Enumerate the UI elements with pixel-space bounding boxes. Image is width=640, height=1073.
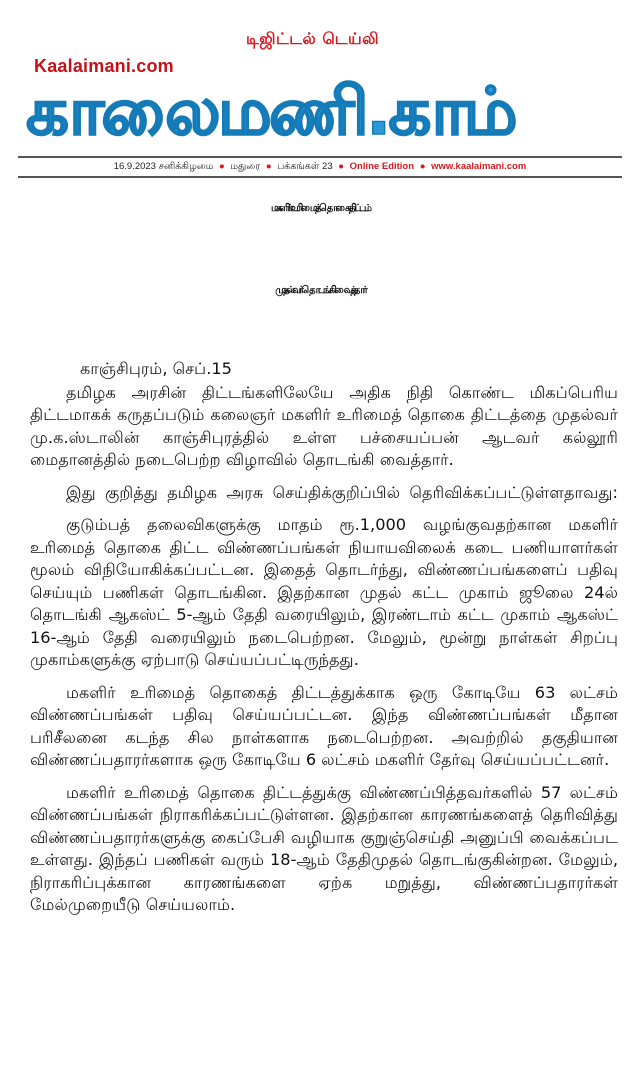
article-paragraph: இது குறித்து தமிழக அரசு செய்திக்குறிப்பில் தெரிவிக்கப்பட்டுள்ளதாவது:: [66, 482, 618, 502]
masthead-rule-bottom: [18, 176, 622, 178]
brand-logo-text: காலைமணி.காம்: [26, 73, 515, 150]
bullet-icon: ●: [419, 161, 426, 172]
bullet-icon: ●: [265, 161, 272, 172]
masthead-rule-top: [18, 156, 622, 158]
article-paragraph: தமிழக அரசின் திட்டங்களிலேயே அதிக நிதி கொண்ட மிகப்பெரிய திட்டமாகக் கருதப்படும் கலைஞர் மகளிர் உரிமைத் தொகை திட்டத்தை முதல்வர் மு.க.ஸ்டாலின் காஞ்சிபுரத்தில் உள்ள பச்சையப்பன் ஆடவர் கல்லூரி மைதானத்தில் நடைபெற்ற விழாவில் தொடங்கி வைத்தார்.: [30, 382, 618, 469]
site-name[interactable]: Kaalaimani.com: [34, 56, 174, 76]
edition-url[interactable]: www.kaalaimani.com: [431, 161, 527, 172]
headline-line-1: மகளிர் உரிமைத் தொகை திட்டம்: [271, 202, 369, 214]
edition-city: மதுரை: [230, 161, 261, 172]
article-paragraph: குடும்பத் தலைவிகளுக்கு மாதம் ரூ.1,000 வழங்குவதற்கான மகளிர் உரிமைத் தொகை திட்ட விண்ணப்பங்கள் நியாயவிலைக் கடை பணியாளர்கள் மூலம் விநியோகிக்கப்பட்டன. இதைத் தொடர்ந்து, விண்ணப்பங்களைப் பதிவு செய்யும் பணிகள் தொடங்கின. இதற்கான முதல் கட்ட முகாம் ஜூலை 24ல் தொடங்கி ஆகஸ்ட் 5-ஆம் தேதி வரையிலும், இரண்டாம் கட்ட முகாம் ஆகஸ்ட் 16-ஆம் தேதி வரையிலும் நடைபெற்றன. மேலும், மூன்று நாள்கள் சிறப்பு முகாம்களுக்கு ஏற்பாடு செய்யப்பட்டிருந்தது.: [30, 515, 618, 669]
masthead: [0, 0, 640, 180]
edition-bar: [0, 159, 640, 175]
article-paragraph: மகளிர் உரிமைத் தொகை திட்டத்துக்கு விண்ணப்பித்தவர்களில் 57 லட்சம் விண்ணப்பங்கள் நிராகரிக்கப்பட்டுள்ளன. இதற்கான காரணங்களைத் தெரிவித்து விண்ணப்பதாரர்களுக்கு கைப்பேசி வழியாக குறுஞ்செய்தி அனுப்பி வைக்கப்பட உள்ளது. இந்தப் பணிகள் வரும் 18-ஆம் தேதிமுதல் தொடங்குகின்றன. மேலும், நிராகரிப்புக்கான காரணங்களை ஏற்க மறுத்து, விண்ணப்பதாரர்கள் மேல்முறையீடு செய்யலாம்.: [30, 782, 618, 914]
edition-pages: பக்கங்கள் 23: [277, 161, 333, 172]
masthead-tagline: டிஜிட்டல் டெய்லி: [246, 29, 380, 48]
article-dateline: காஞ்சிபுரம், செப்.15: [80, 359, 232, 378]
brand-logo: [26, 72, 616, 152]
article-body: [30, 358, 618, 927]
bullet-icon: ●: [219, 161, 225, 172]
article-paragraph: மகளிர் உரிமைத் தொகைத் திட்டத்துக்காக ஒரு கோடியே 63 லட்சம் விண்ணப்பங்கள் பதிவு செய்யப்பட்டன. இந்த விண்ணப்பங்கள் மீதான பரிசீலனை கடந்த சில நாள்களாக நடைபெற்றன. அவற்றில் தகுதியான விண்ணப்பதாரர்களாக ஒரு கோடியே 6 லட்சம் மகளிர் தேர்வு செய்யப்பட்டனர்.: [30, 682, 618, 769]
edition-online: Online Edition: [349, 161, 415, 172]
bullet-icon: ●: [338, 161, 345, 172]
headline-line-2: முதல்வர் தொடங்கி வைத்தார்: [275, 284, 365, 296]
edition-date: 16.9.2023 சனிக்கிழமை: [113, 161, 214, 172]
